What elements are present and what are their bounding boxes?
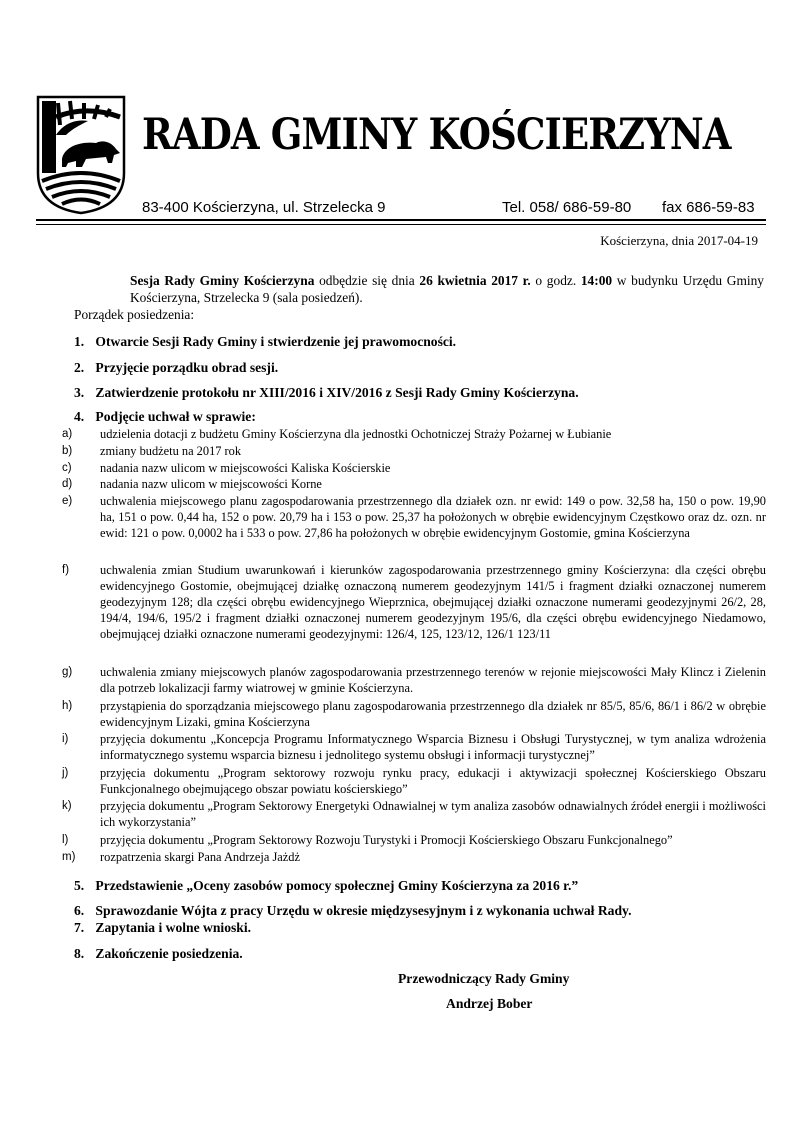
intro-text: o godz. bbox=[530, 273, 581, 288]
session-announcement bbox=[74, 272, 764, 323]
agenda-item: 1. Otwarcie Sesji Rady Gminy i stwierdzenie jej prawomocności. bbox=[74, 334, 457, 349]
agenda-item: 6. Sprawozdanie Wójta z pracy Urzędu w okresie międzysesyjnym i z wykonania uchwał Rady. bbox=[74, 903, 632, 918]
resolution-item: c) nadania nazw ulicom w miejscowości Kaliska Kościerskie bbox=[62, 461, 391, 475]
fax-number: fax 686-59-83 bbox=[662, 199, 755, 216]
intro-text: odbędzie się dnia bbox=[314, 273, 420, 288]
agenda-item: 8. Zakończenie posiedzenia. bbox=[74, 946, 243, 961]
agenda-item: 2. Przyjęcie porządku obrad sesji. bbox=[74, 360, 279, 375]
resolution-item: b) zmiany budżetu na 2017 rok bbox=[62, 444, 242, 458]
session-date: 26 kwietnia 2017 r. bbox=[419, 273, 531, 288]
resolution-item: e) uchwalenia miejscowego planu zagospodarowania przestrzennego dla działek ozn. nr ewid: 149 o pow. 32,58 ha, 150 o pow. 19,90 ha, 151 o pow. 0,44 ha, 152 o pow. 20,79 ha i 153 o pow. 25,37 ha położonych w obrębie ewidencyjnym Częstkowo oraz dz. ozn. nr ewid: 121 o pow. 0,0002 ha i 533 o pow. 27,86 ha położonych w obrębie ewidencyjnym Gostomie, gmina Kościerzyna bbox=[62, 494, 766, 540]
address: 83-400 Kościerzyna, ul. Strzelecka 9 bbox=[142, 199, 386, 216]
coat-of-arms-logo bbox=[36, 95, 126, 215]
signature-name: Andrzej Bober bbox=[446, 996, 533, 1011]
header-rule-thin bbox=[36, 224, 766, 225]
agenda-item: 7. Zapytania i wolne wnioski. bbox=[74, 920, 252, 935]
council-title: RADA GMINY KOŚCIERZYNA bbox=[142, 110, 731, 160]
resolution-item: i) przyjęcia dokumentu „Koncepcja Programu Informatycznego Wsparcia Biznesu i Obsługi Turystycznej, w tym analiza wdrożenia informatycznego systemu wsparcia biznesu i jednolitego systemu obsługi i informacji turystycznej” bbox=[62, 732, 766, 762]
resolution-item: d) nadania nazw ulicom w miejscowości Korne bbox=[62, 477, 322, 491]
agenda-item: 5. Przedstawienie „Oceny zasobów pomocy społecznej Gminy Kościerzyna za 2016 r.” bbox=[74, 878, 579, 893]
document-date: Kościerzyna, dnia 2017-04-19 bbox=[600, 233, 758, 248]
phone-number: Tel. 058/ 686-59-80 bbox=[502, 199, 632, 216]
resolution-item: f) uchwalenia zmian Studium uwarunkowań i kierunków zagospodarowania przestrzennego gminy Kościerzyna: dla części obrębu ewidencyjnego Gostomie, obejmującej działkę oznaczoną numerem geodezyjnym 141/5 i fragment działki oznaczonej numerem geodezyjnym 128; dla części obrębu ewidencyjnego Wieprznica, obejmującej działki oznaczone numerami geodezyjnymi 26/2, 28, 194/4, 194/6, 195/2 i fragment działki oznaczonej numerem geodezyjnym 195/6, dla części obrębu ewidencyjnego Niedamowo, obejmującej działki oznaczone numerami geodezyjnymi: 126/4, 125, 123/12, 126/1 123/11 bbox=[62, 563, 766, 641]
resolution-item: g) uchwalenia zmiany miejscowych planów zagospodarowania przestrzennego terenów w rejonie miejscowości Mały Klincz i Zielenin dla potrzeb lokalizacji farmy wiatrowej w gminie Kościerzyna. bbox=[62, 665, 766, 695]
session-hour: 14:00 bbox=[580, 273, 613, 288]
resolution-item: l) przyjęcia dokumentu „Program Sektorowy Rozwoju Turystyki i Promocji Kościerskiego Obszaru Funkcjonalnego” bbox=[62, 833, 673, 847]
intro-text: w budynku Urzędu Gminy Kościerzyna, Strzelecka 9 (sala posiedzeń). bbox=[130, 273, 764, 305]
resolution-item: j) przyjęcia dokumentu „Program sektorowy rozwoju rynku pracy, edukacji i aktywizacji społecznej Kościerskiego Obszaru Funkcjonalnego obejmującego obszar powiatu kościerskiego” bbox=[62, 766, 766, 796]
resolution-item: a) udzielenia dotacji z budżetu Gminy Kościerzyna dla jednostki Ochotniczej Straży Pożarnej w Łubianie bbox=[62, 427, 612, 441]
signature-role: Przewodniczący Rady Gminy bbox=[398, 971, 570, 986]
resolution-item: h) przystąpienia do sporządzania miejscowego planu zagospodarowania przestrzennego dla działek nr 85/5, 85/6, 86/1 i 86/2 w obrębie ewidencyjnym Lizaki, gmina Kościerzyna bbox=[62, 699, 766, 729]
resolution-item: m) rozpatrzenia skargi Pana Andrzeja Jażdż bbox=[62, 850, 300, 864]
agenda-item: 4. Podjęcie uchwał w sprawie: bbox=[74, 409, 256, 424]
header-rule bbox=[36, 219, 766, 221]
resolution-item: k) przyjęcia dokumentu „Program Sektorowy Energetyki Odnawialnej w tym analiza zasobów odnawialnych źródeł energii i możliwości ich wykorzystania” bbox=[62, 799, 766, 829]
agenda-label: Porządek posiedzenia: bbox=[74, 307, 195, 322]
session-name: Sesja Rady Gminy Kościerzyna bbox=[130, 273, 315, 288]
agenda-item: 3. Zatwierdzenie protokołu nr XIII/2016 i XIV/2016 z Sesji Rady Gminy Kościerzyna. bbox=[74, 385, 579, 400]
